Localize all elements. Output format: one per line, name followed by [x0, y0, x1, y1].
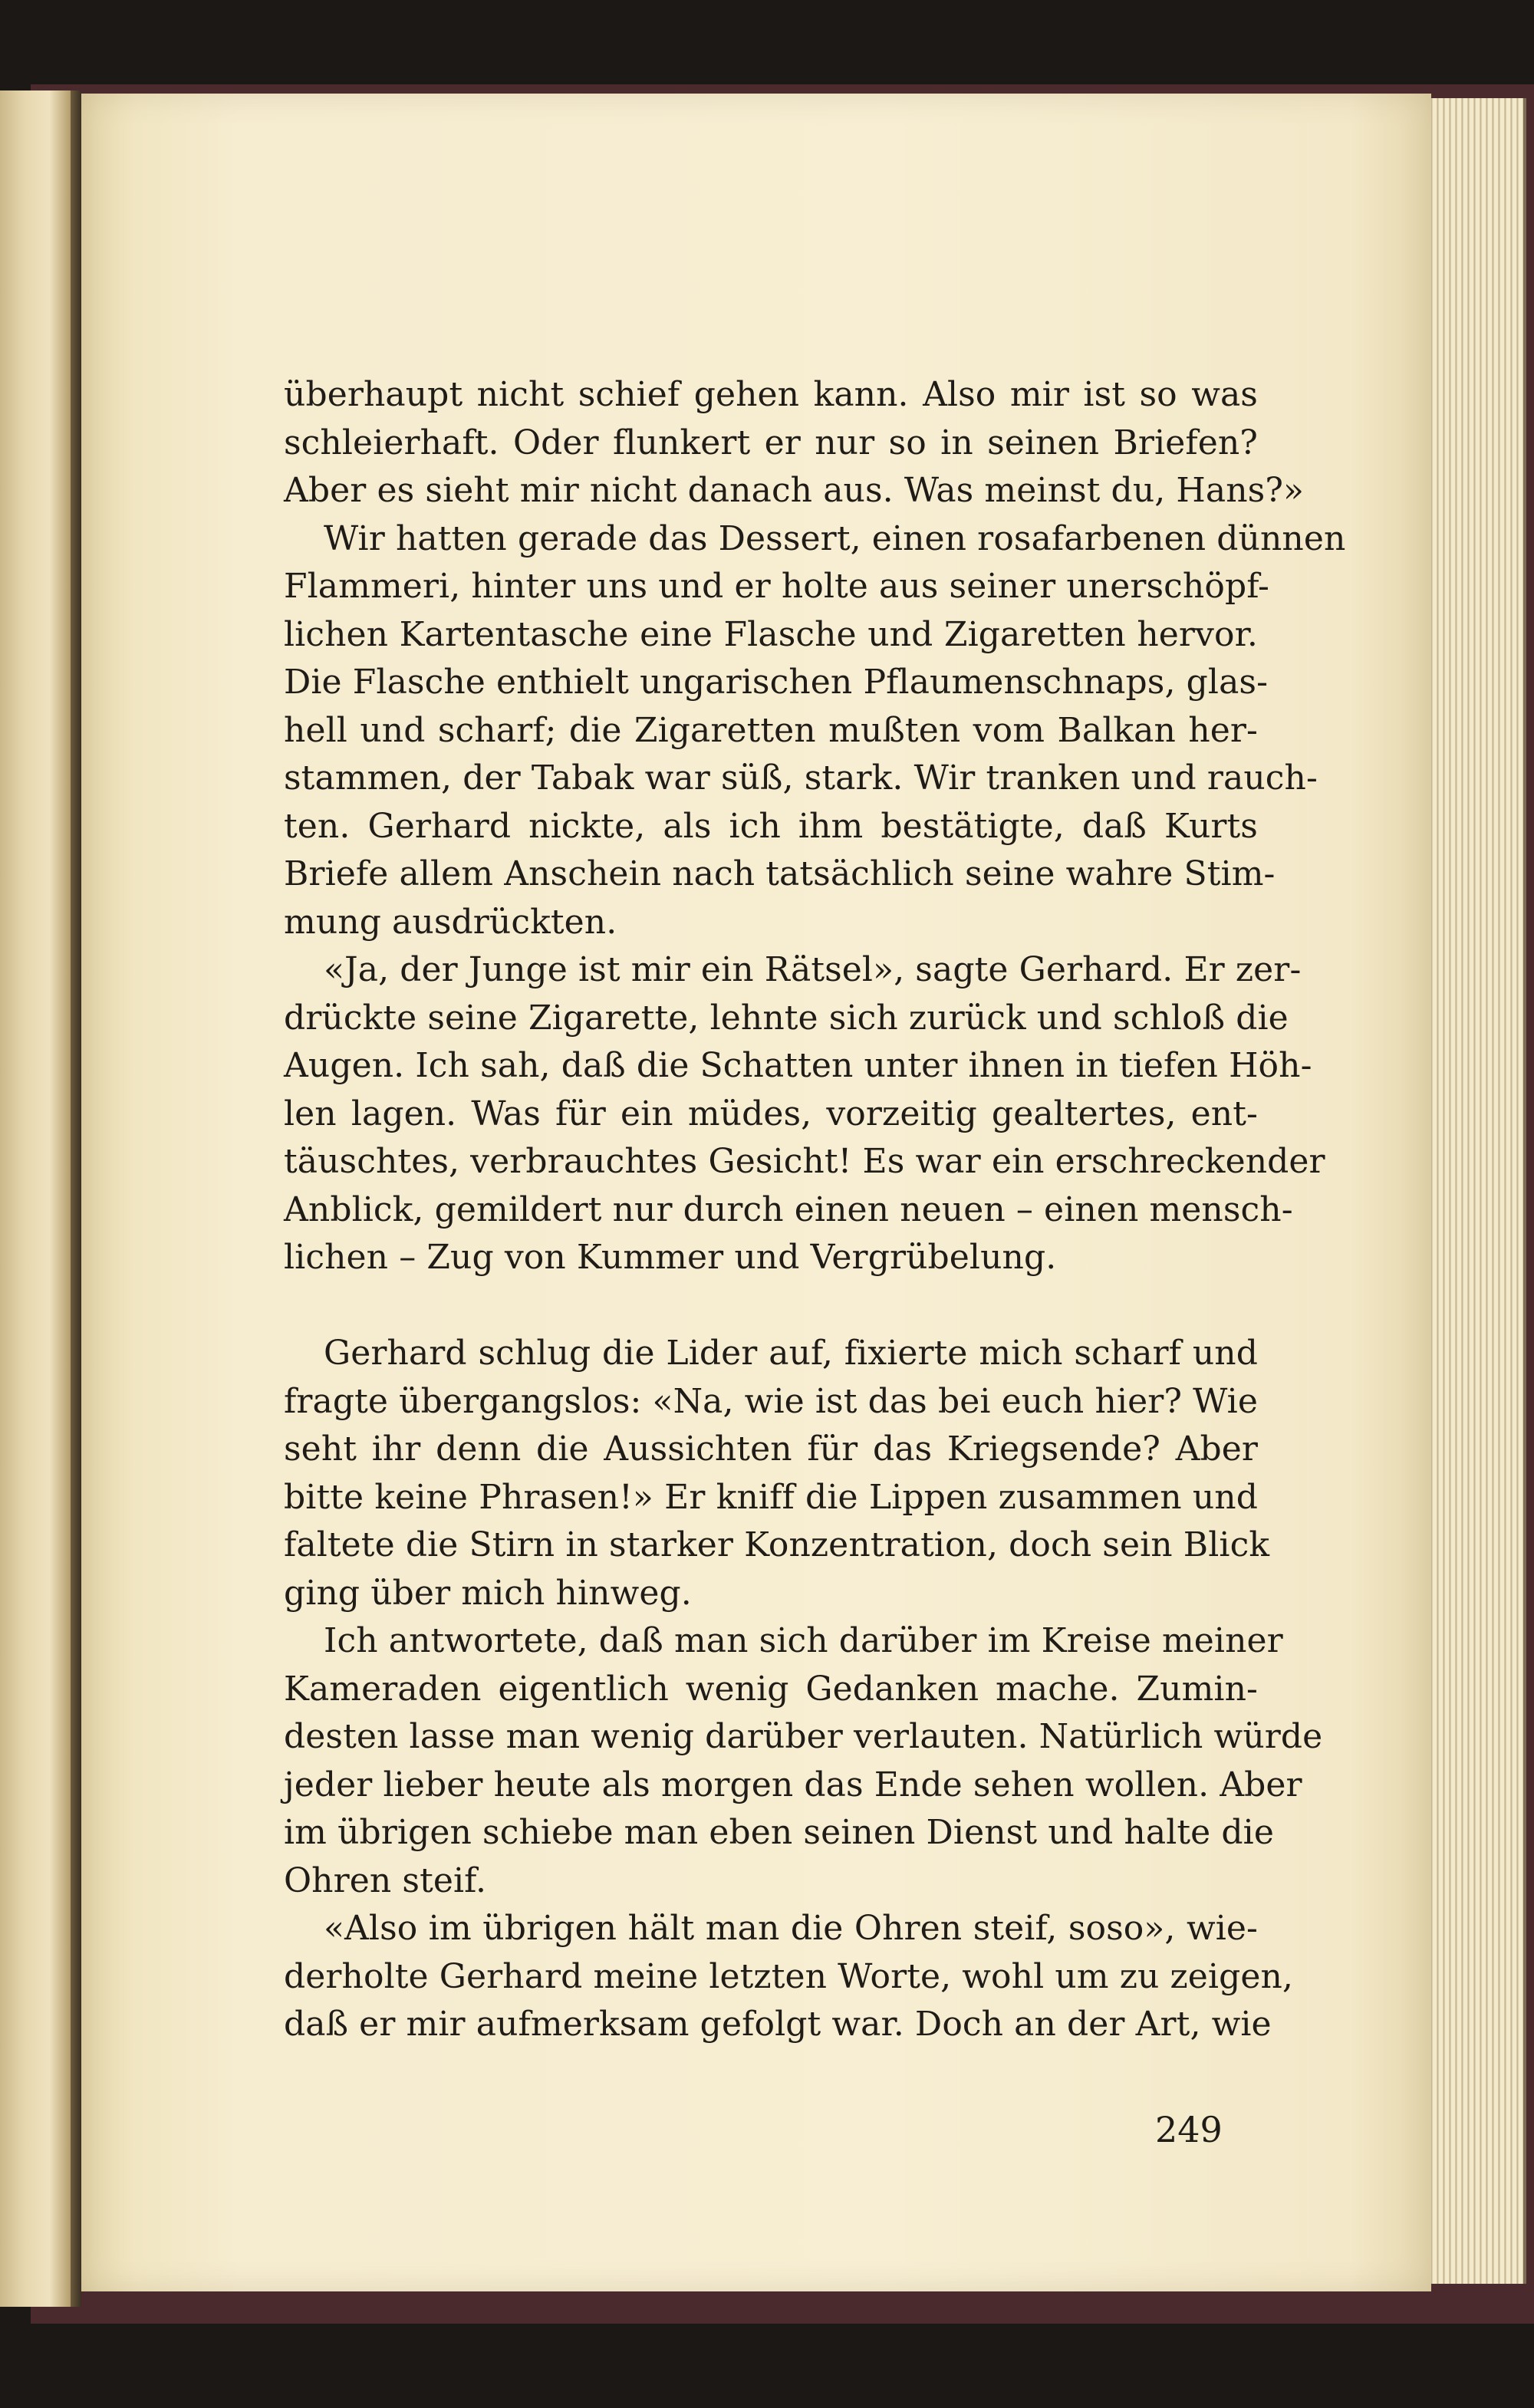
gutter [71, 90, 81, 2307]
left-page-edge [0, 90, 71, 2307]
text-line: hell und scharf; die Zigaretten mußten vom Balkan her- [284, 710, 1258, 750]
text-line: Ich antwortete, daß man sich darüber im Kreise meiner [324, 1621, 1283, 1660]
text-line: schleierhaft. Oder flunkert er nur so in seinen Briefen? [284, 423, 1258, 462]
text-line: lichen – Zug von Kummer und Vergrübelung. [284, 1238, 1057, 1277]
section-break [284, 1282, 1258, 1331]
text-line: faltete die Stirn in starker Konzentration, doch sein Blick [284, 1525, 1270, 1564]
text-line: fragte übergangslos: «Na, wie ist das bei euch hier? Wie [284, 1381, 1258, 1421]
text-line: ten. Gerhard nickte, als ich ihm bestätigte, daß Kurts [284, 806, 1258, 846]
text-line: derholte Gerhard meine letzten Worte, wohl um zu zeigen, [284, 1956, 1294, 1996]
text-line: drückte seine Zigarette, lehnte sich zurück und schloß die [284, 998, 1289, 1038]
text-line: bitte keine Phrasen!» Er kniff die Lippen zusammen und [284, 1477, 1258, 1517]
text-line: Die Flasche enthielt ungarischen Pflaumenschnaps, glas- [284, 663, 1269, 702]
text-line: desten lasse man wenig darüber verlauten. Natürlich würde [284, 1717, 1323, 1756]
text-line: Wir hatten gerade das Dessert, einen rosafarbenen dünnen [324, 518, 1346, 558]
page-edges [1427, 98, 1526, 2284]
body-text [284, 371, 1346, 2049]
text-line: Anblick, gemildert nur durch einen neuen – einen mensch- [284, 1189, 1293, 1229]
book-page [81, 94, 1431, 2291]
text-line: len lagen. Was für ein müdes, vorzeitig gealtertes, ent- [284, 1094, 1258, 1133]
text-line: Kameraden eigentlich wenig Gedanken mache. Zumin- [284, 1669, 1258, 1709]
text-line: lichen Kartentasche eine Flasche und Zigaretten hervor. [284, 614, 1258, 654]
text-line: daß er mir aufmerksam gefolgt war. Doch an der Art, wie [284, 2005, 1272, 2044]
text-line: Gerhard schlug die Lider auf, fixierte mich scharf und [324, 1334, 1258, 1373]
text-line: mung ausdrückten. [284, 902, 617, 942]
text-line: «Ja, der Junge ist mir ein Rätsel», sagte Gerhard. Er zer- [324, 950, 1302, 989]
text-line: stammen, der Tabak war süß, stark. Wir tranken und rauch- [284, 758, 1318, 798]
page-number: 249 [1155, 2109, 1223, 2150]
text-line: Briefe allem Anschein nach tatsächlich seine wahre Stim- [284, 854, 1276, 893]
text-line: Augen. Ich sah, daß die Schatten unter ihnen in tiefen Höh- [284, 1046, 1312, 1085]
text-line: Flammeri, hinter uns und er holte aus seiner unerschöpf- [284, 567, 1269, 606]
text-line: ging über mich hinweg. [284, 1573, 692, 1613]
text-line: überhaupt nicht schief gehen kann. Also mir ist so was [284, 375, 1258, 414]
text-line: jeder lieber heute als morgen das Ende sehen wollen. Aber [284, 1765, 1302, 1804]
text-line: seht ihr denn die Aussichten für das Kriegsende? Aber [284, 1429, 1258, 1469]
text-line: Aber es sieht mir nicht danach aus. Was meinst du, Hans?» [284, 471, 1305, 510]
text-line: täuschtes, verbrauchtes Gesicht! Es war ein erschreckender [284, 1142, 1325, 1181]
text-line: «Also im übrigen hält man die Ohren steif, soso», wie- [324, 1909, 1258, 1948]
text-line: Ohren steif. [284, 1860, 487, 1900]
text-line: im übrigen schiebe man eben seinen Dienst und halte die [284, 1813, 1274, 1852]
